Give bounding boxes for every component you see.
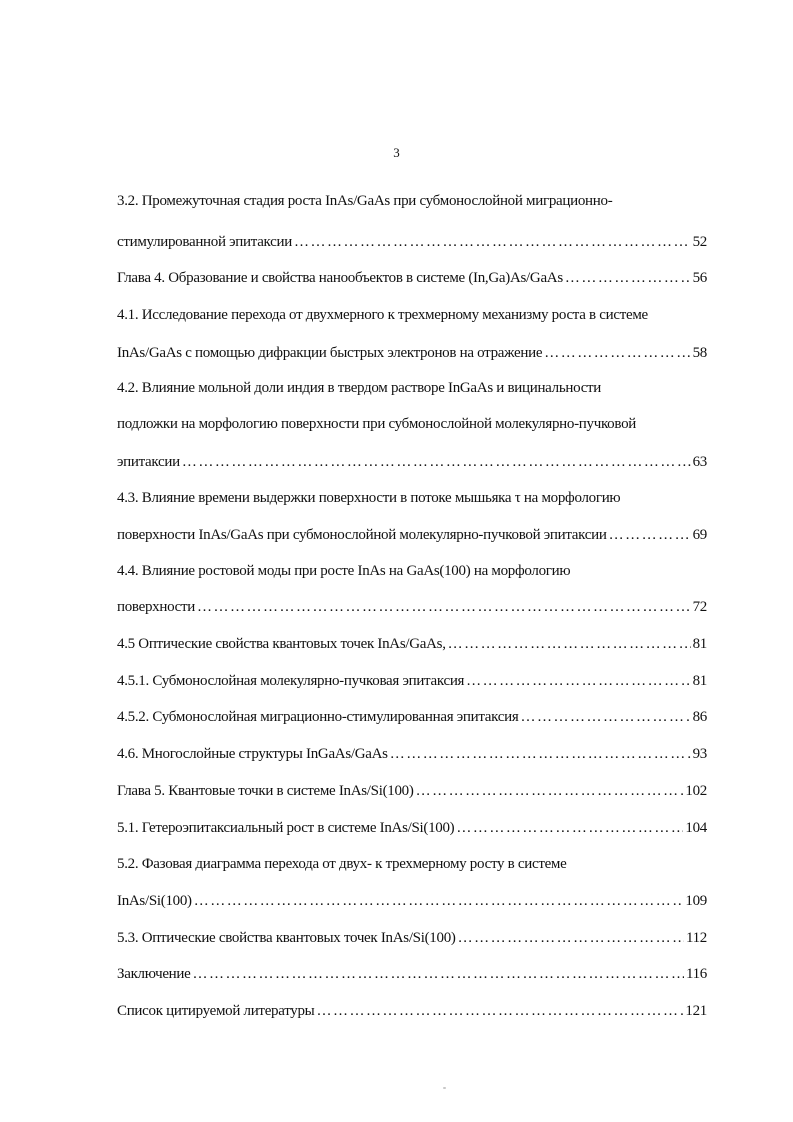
toc-entry-text: 4.6. Многослойные структуры InGaAs/GaAs	[117, 746, 388, 762]
toc-leader-dots	[609, 524, 691, 546]
toc-entry-page: 63	[692, 454, 707, 470]
toc-entry-page: 109	[685, 893, 707, 909]
toc-entry-text: 4.5.1. Субмонослойная молекулярно-пучковая эпитаксия	[117, 673, 465, 689]
toc-entry-text: 5.1. Гетероэпитаксиальный рост в системе InAs/Si(100)	[117, 820, 455, 836]
page-number: 3	[393, 145, 400, 160]
toc-entry-conclusion	[117, 963, 707, 985]
toc-entry-page: 116	[685, 966, 707, 982]
scan-speck	[443, 1087, 446, 1089]
toc-entry-page: 102	[685, 783, 707, 799]
toc-leader-dots	[194, 890, 684, 912]
toc-entry-text: InAs/GaAs с помощью дифракции быстрых электронов на отражение	[117, 345, 543, 361]
toc-entry-5-2-line1: 5.2. Фазовая диаграмма перехода от двух- к трехмерному росту в системе	[117, 856, 567, 872]
toc-entry-4-4	[117, 596, 707, 618]
toc-leader-dots	[197, 596, 691, 618]
toc-entry-4-5	[117, 633, 707, 655]
toc-entry-text: 4.5.2. Субмонослойная миграционно-стимулированная эпитаксия	[117, 709, 519, 725]
toc-entry-text: Заключение	[117, 966, 191, 982]
toc-entry-page: 121	[685, 1003, 707, 1019]
toc-leader-dots	[294, 231, 691, 253]
toc-entry-4-3	[117, 524, 707, 546]
toc-entry-5-3	[117, 927, 707, 949]
toc-leader-dots	[316, 1000, 683, 1022]
toc-entry-4-5-1	[117, 670, 707, 692]
toc-leader-dots	[520, 706, 690, 728]
toc-entry-text: Глава 4. Образование и свойства нанообъектов в системе (In,Ga)As/GaAs	[117, 270, 563, 286]
toc-leader-dots	[193, 963, 684, 985]
toc-leader-dots	[182, 451, 691, 473]
toc-leader-dots	[544, 342, 690, 364]
toc-leader-dots	[390, 743, 691, 765]
toc-entry-chapter-4	[117, 267, 707, 289]
toc-entry-page: 56	[692, 270, 707, 286]
toc-leader-dots	[416, 780, 684, 802]
toc-entry-page: 93	[692, 746, 707, 762]
toc-entry-text: эпитаксии	[117, 454, 180, 470]
toc-entry-4-4-line1: 4.4. Влияние ростовой моды при росте InAs на GaAs(100) на морфологию	[117, 563, 571, 579]
toc-entry-4-2	[117, 451, 707, 473]
toc-entry-4-1	[117, 342, 707, 364]
toc-entry-4-2-line1: 4.2. Влияние мольной доли индия в твердом растворе InGaAs и вицинальности	[117, 380, 602, 396]
toc-entry-references	[117, 1000, 707, 1022]
toc-leader-dots	[466, 670, 690, 692]
toc-entry-page: 81	[692, 636, 707, 652]
toc-entry-text: InAs/Si(100)	[117, 893, 192, 909]
toc-entry-page: 112	[685, 930, 707, 946]
toc-entry-page: 81	[692, 673, 707, 689]
toc-entry-text: 4.5 Оптические свойства квантовых точек InAs/GaAs,	[117, 636, 446, 652]
toc-leader-dots	[448, 633, 691, 655]
toc-entry-5-1	[117, 817, 707, 839]
toc-entry-text: Список цитируемой литературы	[117, 1003, 315, 1019]
toc-leader-dots	[565, 267, 691, 289]
toc-entry-text: поверхности	[117, 599, 196, 615]
toc-entry-page: 52	[692, 234, 707, 250]
toc-entry-4-6	[117, 743, 707, 765]
toc-entry-page: 58	[692, 345, 707, 361]
toc-entry-4-5-2	[117, 706, 707, 728]
toc-entry-page: 69	[692, 527, 707, 543]
toc-entry-chapter-5	[117, 780, 707, 802]
toc-entry-4-1-line1: 4.1. Исследование перехода от двухмерного к трехмерному механизму роста в системе	[117, 307, 648, 323]
toc-entry-4-3-line1: 4.3. Влияние времени выдержки поверхности в потоке мышьяка τ на морфологию	[117, 490, 621, 506]
toc-entry-text: Глава 5. Квантовые точки в системе InAs/Si(100)	[117, 783, 414, 799]
toc-entry-page: 86	[692, 709, 707, 725]
toc-entry-text: поверхности InAs/GaAs при субмонослойной молекулярно-пучковой эпитаксии	[117, 527, 607, 543]
toc-leader-dots	[458, 927, 684, 949]
toc-entry-4-2-line2: подложки на морфологию поверхности при субмонослойной молекулярно-пучковой	[117, 416, 636, 432]
toc-entry-5-2	[117, 890, 707, 912]
toc-entry-3-2-line1: 3.2. Промежуточная стадия роста InAs/GaAs при субмонослойной миграционно-	[117, 193, 613, 209]
toc-entry-3-2	[117, 231, 707, 253]
toc-entry-page: 104	[685, 820, 707, 836]
toc-leader-dots	[456, 817, 683, 839]
toc-entry-text: стимулированной эпитаксии	[117, 234, 292, 250]
toc-entry-page: 72	[692, 599, 707, 615]
toc-entry-text: 5.3. Оптические свойства квантовых точек InAs/Si(100)	[117, 930, 456, 946]
